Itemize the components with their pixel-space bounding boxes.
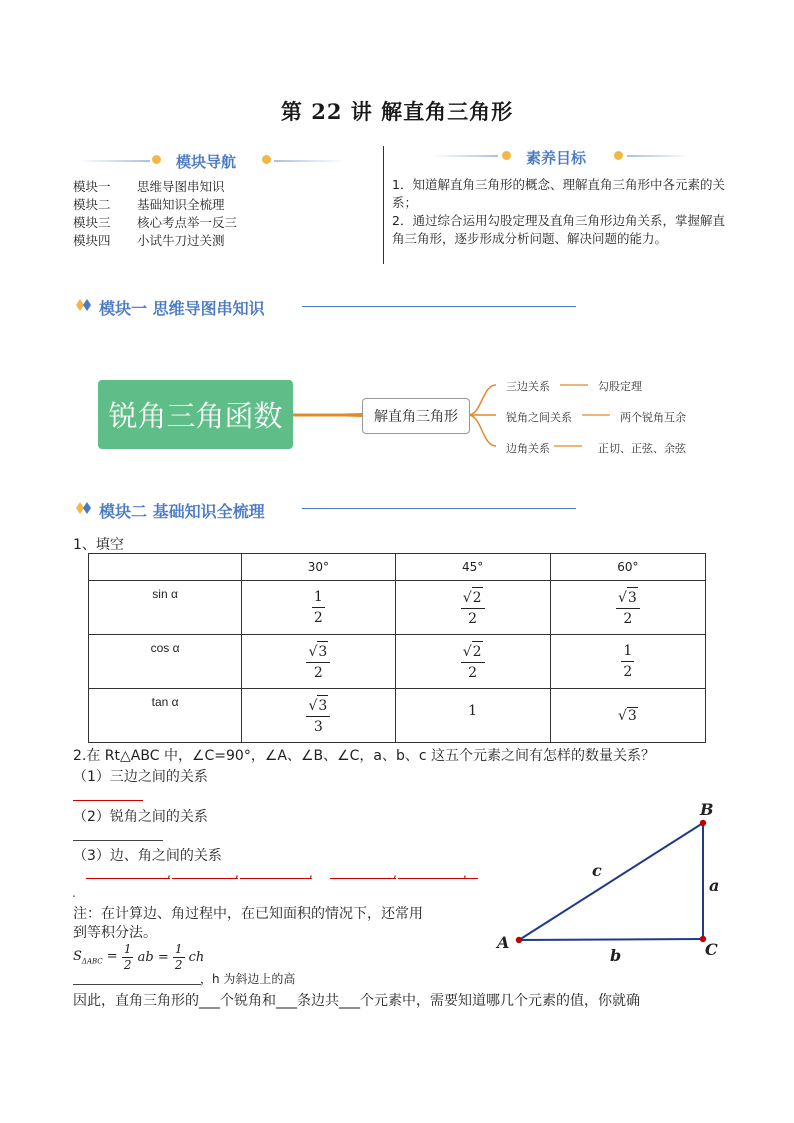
table-row [89, 689, 706, 743]
mindmap-root: 锐角三角函数 [98, 380, 293, 449]
row-label: cos α [89, 635, 242, 689]
right-triangle-figure [494, 800, 734, 970]
formula-tail: ，h 为斜边上的高 [200, 972, 296, 986]
section2-rule [302, 508, 576, 509]
answer-blank[interactable] [86, 878, 170, 879]
nav-item-label: 小试牛刀过关测 [137, 233, 225, 248]
side-label-b: b [610, 946, 622, 965]
comma-mark: , [235, 866, 239, 880]
table-cell [550, 635, 705, 689]
nav-item-2[interactable] [73, 196, 237, 214]
mindmap-center: 解直角三角形 [362, 398, 470, 434]
table-cell [550, 581, 705, 635]
table-cell [395, 689, 550, 743]
table-corner-cell [89, 554, 242, 581]
value-text: 1 [468, 703, 478, 719]
comma-mark: , [167, 866, 171, 880]
value-fraction: $\frac{1}{2}$ [313, 589, 323, 626]
answer-blank[interactable] [330, 878, 396, 879]
q2-part3: （3）边、角之间的关系 [73, 848, 222, 864]
mindmap-branch: 三边关系 [506, 380, 550, 393]
row-label: sin α [89, 581, 242, 635]
fill-heading: 1、填空 [73, 537, 124, 553]
nav-heading: 模块导航 [176, 153, 237, 171]
answer-blank[interactable] [240, 878, 312, 879]
table-cell [242, 689, 395, 743]
table-header-cell: 45° [395, 554, 550, 581]
goals-heading-dot-left [502, 151, 511, 160]
q2-part1: （1）三边之间的关系 [73, 769, 208, 785]
goal-item: 1．知道解直角三角形的概念、理解直角三角形中各元素的关系； [392, 177, 725, 210]
nav-heading-dot-right [262, 155, 271, 164]
vertex-label-B: B [700, 800, 714, 819]
formula-subscript: ΔABC [81, 957, 103, 966]
nav-item-label: 核心考点举一反三 [137, 215, 238, 230]
row-label: tan α [89, 689, 242, 743]
value-fraction: $\frac{√2}{2}$ [461, 641, 485, 683]
nav-item-3[interactable] [73, 214, 237, 232]
note-line-2: 到等积分法。 [73, 925, 157, 941]
table-cell [242, 581, 395, 635]
column-divider [383, 146, 384, 264]
area-formula: $S_{\Delta ABC}$ = $\frac{1}{2}$ ab = $\frac{1}{2}$ ch [73, 942, 205, 972]
goals-heading-line-right [627, 155, 691, 157]
nav-list [73, 178, 237, 250]
table-cell [242, 635, 395, 689]
nav-item-code: 模块二 [73, 197, 111, 212]
goals-heading: 素养目标 [526, 149, 587, 167]
value-fraction: $\frac{1}{2}$ [623, 643, 633, 680]
period-mark: . [72, 886, 76, 900]
comma-mark: , [393, 866, 397, 880]
value-fraction: $\frac{√2}{2}$ [461, 587, 485, 629]
goals-heading-dot-right [614, 151, 623, 160]
table-cell [395, 635, 550, 689]
note-line-1: 注：在计算边、角过程中，在已知面积的情况下，还常用 [73, 906, 423, 922]
table-header-cell: 60° [550, 554, 705, 581]
comma-mark: , [463, 866, 467, 880]
q2-question: 2.在 Rt△ABC 中，∠C=90°，∠A、∠B、∠C，a、b、c 这五个元素之间有怎样的数量关系？ [73, 748, 656, 764]
answer-blank[interactable] [172, 878, 238, 879]
formula-underline [73, 984, 201, 985]
goals-list [392, 176, 732, 248]
nav-item-code: 模块一 [73, 179, 111, 194]
section1-rule [302, 306, 576, 307]
q2-conclusion: 因此，直角三角形的___个锐角和___条边共___个元素中，需要知道哪几个元素的值，你就确 [73, 993, 640, 1009]
mindmap-branch: 边角关系 [506, 442, 550, 455]
side-label-c: c [592, 861, 602, 880]
mindmap-leaf: 正切、正弦、余弦 [598, 442, 686, 455]
answer-blank[interactable] [73, 800, 143, 801]
goals-heading-line-left [432, 155, 498, 157]
vertex-label-A: A [497, 933, 510, 952]
value-sqrt: √3 [617, 708, 637, 724]
value-fraction: $\frac{√3}{3}$ [306, 695, 330, 737]
vertex-label-C: C [705, 940, 718, 959]
section-diamond-icon [76, 501, 94, 515]
table-row [89, 581, 706, 635]
nav-item-code: 模块三 [73, 215, 111, 230]
q2-part2: （2）锐角之间的关系 [73, 809, 208, 825]
comma-mark: , [309, 866, 313, 880]
mindmap-branch: 锐角之间关系 [506, 411, 572, 424]
nav-item-label: 思维导图串知识 [137, 179, 225, 194]
goal-item: 2．通过综合运用勾股定理及直角三角形边角关系，掌握解直角三角形，逐步形成分析问题、解决问题的能力。 [392, 213, 725, 246]
value-fraction: $\frac{√3}{2}$ [616, 587, 640, 629]
table-header-cell: 30° [242, 554, 395, 581]
table-cell [550, 689, 705, 743]
nav-item-1[interactable] [73, 178, 237, 196]
trig-table [88, 553, 706, 743]
answer-blank[interactable] [73, 840, 163, 841]
section2-title: 模块二 基础知识全梳理 [99, 502, 265, 521]
page-title: 第 22 讲 解直角三角形 [280, 99, 514, 124]
table-header-row [89, 554, 706, 581]
nav-heading-line-left [78, 160, 150, 162]
nav-heading-dot-left [152, 155, 161, 164]
side-label-a: a [709, 876, 720, 895]
section-diamond-icon [76, 298, 94, 312]
nav-item-code: 模块四 [73, 233, 111, 248]
mindmap-leaf: 勾股定理 [598, 380, 642, 393]
mindmap-leaf: 两个锐角互余 [620, 411, 686, 424]
table-row [89, 635, 706, 689]
nav-heading-line-right [274, 160, 344, 162]
value-fraction: $\frac{√3}{2}$ [306, 641, 330, 683]
nav-item-4[interactable] [73, 232, 237, 250]
table-cell [395, 581, 550, 635]
nav-item-label: 基础知识全梳理 [137, 197, 225, 212]
section1-title: 模块一 思维导图串知识 [99, 299, 265, 318]
